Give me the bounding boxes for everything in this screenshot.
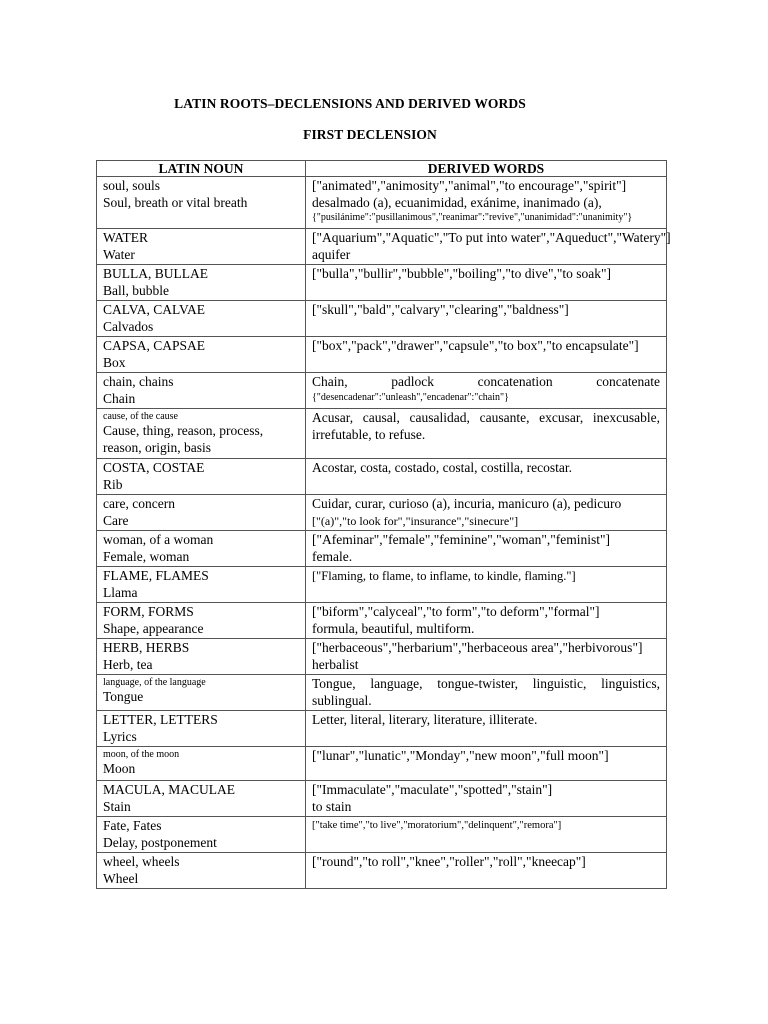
- derived-line: ["Afeminar","female","feminine","woman","feminist"]: [312, 532, 611, 547]
- noun-line: care, concern: [103, 496, 175, 511]
- latin-noun-cell: [97, 265, 306, 301]
- derived-line: {"pusilánime":"pusillanimous","reanimar":"revive","unanimidad":"unanimity"}: [312, 212, 633, 223]
- latin-noun-cell: [97, 639, 306, 675]
- derived-words-cell: [306, 817, 667, 853]
- noun-line: HERB, HERBS: [103, 640, 190, 655]
- meaning-line: Llama: [103, 584, 138, 600]
- meaning-line: Herb, tea: [103, 656, 153, 672]
- latin-noun-cell: [97, 229, 306, 265]
- derived-line: Chain, padlock concatenation concatenate: [312, 374, 660, 389]
- derived-line: herbalist: [312, 656, 359, 672]
- table-row: [97, 567, 667, 603]
- table-row: [97, 639, 667, 675]
- latin-noun-cell: [97, 853, 306, 889]
- latin-noun-cell: [97, 301, 306, 337]
- noun-line: CALVA, CALVAE: [103, 302, 206, 317]
- latin-noun-cell: [97, 459, 306, 495]
- derived-line: ["box","pack","drawer","capsule","to box","to encapsulate"]: [312, 338, 639, 353]
- document-title: LATIN ROOTS–DECLENSIONS AND DERIVED WORDS: [174, 96, 526, 111]
- latin-noun-cell: [97, 711, 306, 747]
- document-subtitle: FIRST DECLENSION: [303, 127, 437, 142]
- latin-noun-cell: [97, 495, 306, 531]
- noun-line: soul, souls: [103, 178, 161, 193]
- noun-line: MACULA, MACULAE: [103, 782, 236, 797]
- noun-line: BULLA, BULLAE: [103, 266, 208, 281]
- table-row: [97, 817, 667, 853]
- derived-line: female.: [312, 548, 353, 564]
- latin-noun-cell: [97, 373, 306, 409]
- table-row: [97, 301, 667, 337]
- meaning-line: Lyrics: [103, 728, 137, 744]
- latin-noun-cell: [97, 531, 306, 567]
- derived-words-cell: [306, 747, 667, 781]
- derived-words-cell: [306, 301, 667, 337]
- derived-words-cell: [306, 781, 667, 817]
- derived-words-cell: [306, 675, 667, 711]
- derived-words-cell: [306, 337, 667, 373]
- latin-noun-cell: [97, 409, 306, 459]
- noun-line: language, of the language: [103, 677, 206, 688]
- derived-line: ["herbaceous","herbarium","herbaceous area","herbivorous"]: [312, 640, 643, 655]
- noun-line: CAPSA, CAPSAE: [103, 338, 206, 353]
- derived-line: ["skull","bald","calvary","clearing","baldness"]: [312, 302, 569, 317]
- noun-line: WATER: [103, 230, 148, 245]
- derived-line: ["animated","animosity","animal","to encourage","spirit"]: [312, 178, 627, 193]
- meaning-line: Tongue: [103, 689, 144, 704]
- derived-line: ["Immaculate","maculate","spotted","stain"]: [312, 782, 553, 797]
- derived-words-cell: [306, 495, 667, 531]
- table-row: [97, 853, 667, 889]
- meaning-line: Chain: [103, 390, 136, 406]
- meaning-line: Moon: [103, 761, 136, 776]
- table-row: [97, 747, 667, 781]
- meaning-line: Cause, thing, reason, process, reason, origin, basis: [103, 423, 264, 455]
- derived-line: ["biform","calyceal","to form","to deform","formal"]: [312, 604, 600, 619]
- derived-line: Acusar, causal, causalidad, causante, excusar, inexcusable, irrefutable, to refuse.: [312, 410, 660, 442]
- noun-line: LETTER, LETTERS: [103, 712, 218, 727]
- derived-line: {"desencadenar":"unleash","encadenar":"chain"}: [312, 391, 509, 403]
- table-row: [97, 373, 667, 409]
- derived-words-cell: [306, 177, 667, 229]
- meaning-line: Rib: [103, 476, 123, 492]
- declension-table: [96, 160, 671, 889]
- table-row: [97, 711, 667, 747]
- derived-line: desalmado (a), ecuanimidad, exánime, inanimado (a),: [312, 194, 602, 210]
- header-derived-words: DERIVED WORDS: [306, 161, 667, 177]
- derived-words-cell: [306, 409, 667, 459]
- derived-words-cell: [306, 229, 671, 265]
- derived-words-cell: [306, 639, 667, 675]
- derived-line: Letter, literal, literary, literature, illiterate.: [312, 712, 538, 727]
- noun-line: moon, of the moon: [103, 749, 180, 760]
- latin-noun-cell: [97, 603, 306, 639]
- noun-line: FLAME, FLAMES: [103, 568, 209, 583]
- table-row: [97, 531, 667, 567]
- latin-noun-cell: [97, 567, 306, 603]
- derived-line: Acostar, costa, costado, costal, costilla, recostar.: [312, 460, 573, 475]
- meaning-line: Shape, appearance: [103, 620, 204, 636]
- table-row: [97, 675, 667, 711]
- derived-words-cell: [306, 853, 667, 889]
- derived-line: ["round","to roll","knee","roller","roll","kneecap"]: [312, 854, 586, 869]
- meaning-line: Wheel: [103, 870, 139, 886]
- meaning-line: Ball, bubble: [103, 282, 169, 298]
- latin-noun-cell: [97, 817, 306, 853]
- meaning-line: Female, woman: [103, 548, 190, 564]
- derived-words-cell: [306, 711, 667, 747]
- derived-words-cell: [306, 265, 667, 301]
- derived-line: ["lunar","lunatic","Monday","new moon","full moon"]: [312, 748, 609, 763]
- derived-line: Tongue, language, tongue-twister, linguistic, linguistics, sublingual.: [312, 676, 660, 708]
- noun-line: woman, of a woman: [103, 532, 214, 547]
- meaning-line: Box: [103, 354, 126, 370]
- table-row: [97, 337, 667, 373]
- derived-line: ["(a)","to look for","insurance","sinecure"]: [312, 513, 519, 528]
- noun-line: wheel, wheels: [103, 854, 180, 869]
- meaning-line: Water: [103, 246, 135, 262]
- table-row: [97, 177, 667, 229]
- derived-words-cell: [306, 603, 667, 639]
- derived-words-cell: [306, 567, 667, 603]
- latin-noun-cell: [97, 747, 306, 781]
- meaning-line: Soul, breath or vital breath: [103, 194, 248, 210]
- derived-words-cell: [306, 373, 667, 409]
- noun-line: chain, chains: [103, 374, 174, 389]
- latin-noun-cell: [97, 675, 306, 711]
- latin-noun-cell: [97, 337, 306, 373]
- noun-line: COSTA, COSTAE: [103, 460, 205, 475]
- table-row: [97, 229, 667, 265]
- table-row: [97, 409, 667, 459]
- meaning-line: Care: [103, 512, 129, 528]
- table-row: [97, 459, 667, 495]
- noun-line: FORM, FORMS: [103, 604, 194, 619]
- latin-noun-cell: [97, 781, 306, 817]
- noun-line: Fate, Fates: [103, 818, 162, 833]
- table-row: [97, 265, 667, 301]
- table-row: [97, 495, 667, 531]
- derived-line: Cuidar, curar, curioso (a), incuria, manicuro (a), pedicuro: [312, 496, 622, 511]
- meaning-line: Calvados: [103, 318, 154, 334]
- derived-line: to stain: [312, 798, 352, 814]
- noun-line: cause, of the cause: [103, 411, 178, 422]
- table-row: [97, 603, 667, 639]
- derived-line: ["take time","to live","moratorium","delinquent","remora"]: [312, 820, 562, 831]
- table-row: [97, 781, 667, 817]
- derived-line: formula, beautiful, multiform.: [312, 620, 475, 636]
- meaning-line: Delay, postponement: [103, 834, 217, 850]
- header-latin-noun: LATIN NOUN: [97, 161, 306, 177]
- derived-words-cell: [306, 459, 667, 495]
- table-header-row: [97, 161, 667, 177]
- derived-line: aquifer: [312, 246, 351, 262]
- latin-noun-cell: [97, 177, 306, 229]
- derived-words-cell: [306, 531, 667, 567]
- derived-line: ["Flaming, to flame, to inflame, to kindle, flaming."]: [312, 569, 576, 583]
- derived-line: ["bulla","bullir","bubble","boiling","to dive","to soak"]: [312, 266, 611, 281]
- derived-line: ["Aquarium","Aquatic","To put into water","Aqueduct","Watery"]: [312, 230, 671, 245]
- meaning-line: Stain: [103, 798, 131, 814]
